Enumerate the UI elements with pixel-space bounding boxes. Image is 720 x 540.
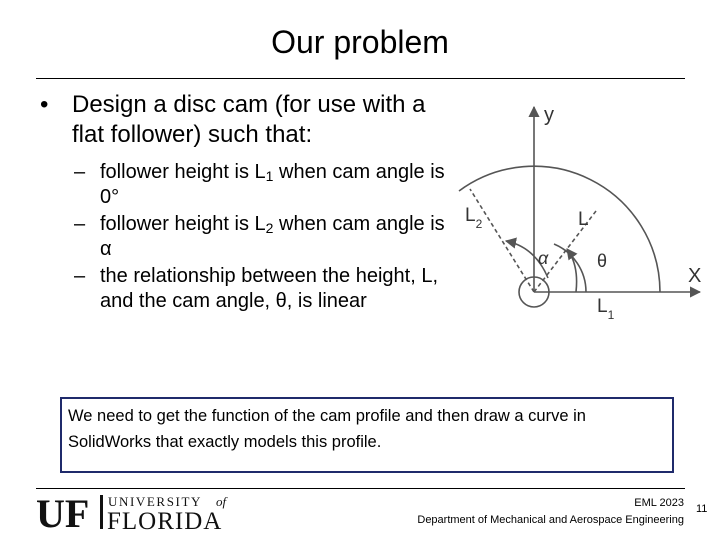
alpha-label: α bbox=[538, 248, 549, 268]
sub-bullet-marker: – bbox=[74, 265, 86, 287]
l2-label bbox=[465, 205, 483, 231]
uf-logo-florida: FLORIDA bbox=[107, 508, 223, 533]
main-bullet-text: Design a disc cam (for use with a flat follower) such that: bbox=[72, 91, 426, 148]
sub-bullet-text: follower height is L bbox=[100, 213, 266, 235]
l1-label bbox=[597, 296, 615, 322]
outer-arc bbox=[459, 166, 660, 292]
sub-bullet-text: when cam angle is 0° bbox=[100, 161, 445, 208]
uf-logo-letters: UF bbox=[36, 491, 90, 533]
page-number: 11 bbox=[696, 503, 708, 515]
y-axis-label: y bbox=[544, 104, 554, 126]
uf-logo bbox=[36, 491, 248, 533]
main-bullet bbox=[40, 90, 460, 150]
bullet-list bbox=[40, 90, 460, 314]
theta-arrow bbox=[567, 249, 577, 292]
department-name: Department of Mechanical and Aerospace Engineering bbox=[417, 514, 684, 526]
subscript: 2 bbox=[265, 220, 274, 236]
theta-label: θ bbox=[597, 251, 608, 271]
course-info bbox=[417, 495, 684, 529]
course-code: EML 2023 bbox=[634, 497, 684, 509]
l2-radius bbox=[470, 189, 534, 292]
sub-bullet-2 bbox=[40, 212, 460, 262]
x-axis-label: X bbox=[688, 265, 702, 287]
sub-bullet-text: follower height is L bbox=[100, 161, 266, 183]
bullet-marker: • bbox=[40, 91, 49, 118]
sub-bullet-text: when cam angle is α bbox=[100, 213, 445, 260]
sub-bullet-marker: – bbox=[74, 213, 86, 235]
uf-logo-of: of bbox=[216, 494, 227, 509]
note-box bbox=[60, 397, 674, 473]
sub-bullet-3 bbox=[40, 264, 460, 314]
sub-bullet-marker: – bbox=[74, 161, 86, 183]
l1-subscript: 1 bbox=[607, 308, 615, 322]
note-text: We need to get the function of the cam profile and then draw a curve in SolidWorks that exactly models this profile. bbox=[68, 407, 586, 451]
inner-arc bbox=[554, 244, 586, 292]
uf-logo-bar bbox=[100, 495, 103, 529]
l2-subscript: 2 bbox=[475, 217, 483, 231]
uf-logo-university: UNIVERSITY bbox=[108, 494, 202, 509]
cam-diagram bbox=[455, 95, 720, 330]
slide-title: Our problem bbox=[271, 24, 449, 60]
title-divider bbox=[36, 78, 685, 79]
subscript: 1 bbox=[265, 168, 274, 184]
l1-main: L bbox=[597, 296, 608, 317]
footer-divider bbox=[36, 488, 685, 489]
sub-bullet-1 bbox=[40, 160, 460, 210]
sub-bullet-text: the relationship between the height, L, and the cam angle, θ, is linear bbox=[100, 265, 439, 312]
l-label: L bbox=[578, 209, 589, 230]
l2-main: L bbox=[465, 205, 476, 226]
